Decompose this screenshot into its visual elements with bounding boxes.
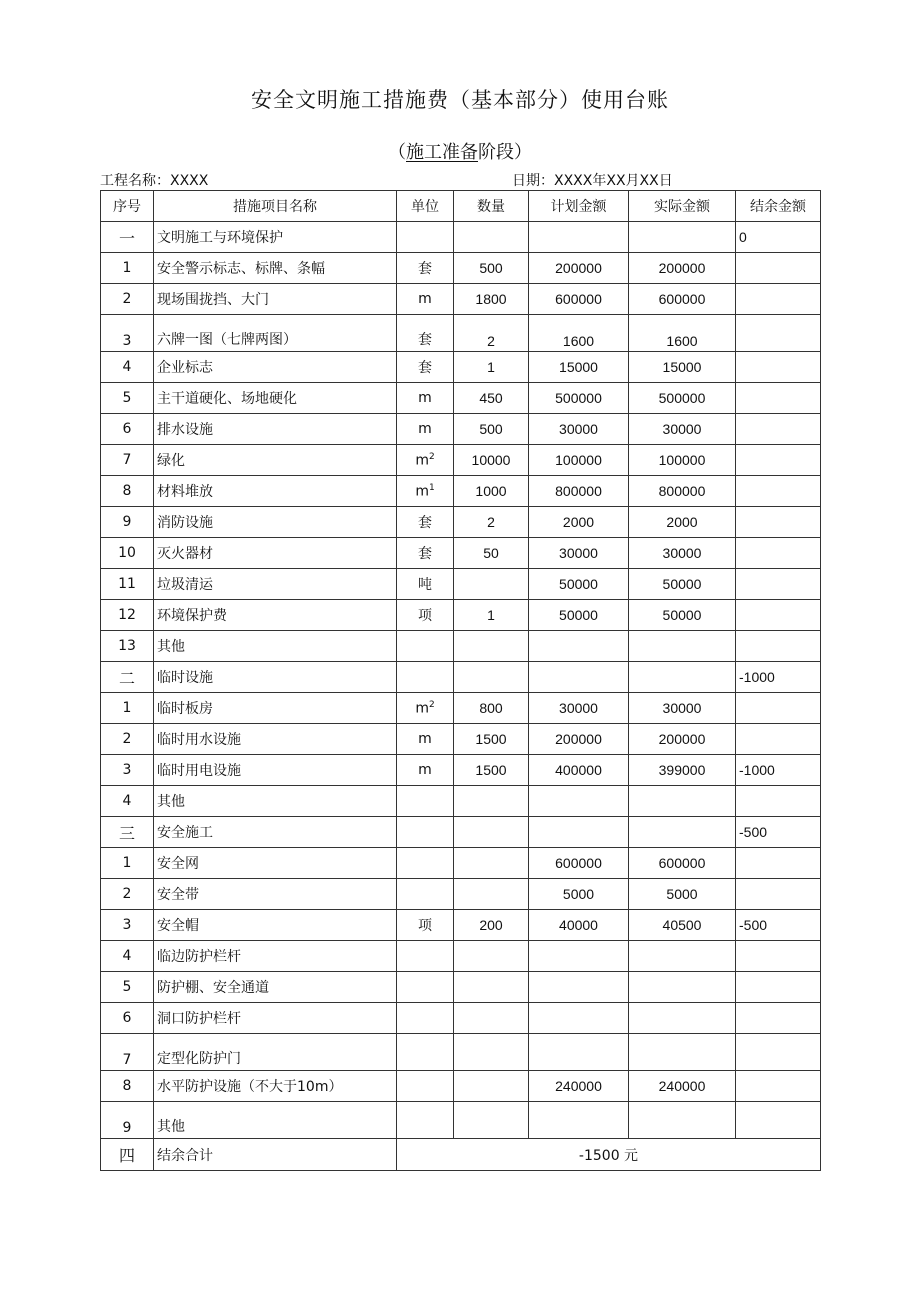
row-plan-amount: 30000 xyxy=(529,693,629,724)
row-balance: -500 xyxy=(736,817,821,848)
row-item-name: 定型化防护门 xyxy=(154,1034,397,1071)
row-unit xyxy=(397,315,454,352)
table-row xyxy=(101,445,821,476)
row-unit xyxy=(397,253,454,284)
row-no: 5 xyxy=(101,972,154,1003)
table-row xyxy=(101,600,821,631)
row-unit xyxy=(397,445,454,476)
row-qty: 1000 xyxy=(454,476,529,507)
stage-name: 施工准备 xyxy=(406,142,478,163)
row-no: 4 xyxy=(101,352,154,383)
row-actual-amount: 50000 xyxy=(629,569,736,600)
row-plan-amount: 600000 xyxy=(529,284,629,315)
row-no: 9 xyxy=(101,507,154,538)
row-no: 一 xyxy=(101,222,154,253)
row-actual-amount xyxy=(629,786,736,817)
row-plan-amount: 200000 xyxy=(529,724,629,755)
row-plan-amount xyxy=(529,941,629,972)
row-actual-amount: 200000 xyxy=(629,253,736,284)
row-item-name: 临时用水设施 xyxy=(154,724,397,755)
row-no: 12 xyxy=(101,600,154,631)
row-no: 7 xyxy=(101,445,154,476)
row-no: 7 xyxy=(101,1034,154,1071)
row-actual-amount xyxy=(629,1034,736,1071)
row-item-name: 消防设施 xyxy=(154,507,397,538)
row-qty: 1800 xyxy=(454,284,529,315)
table-row xyxy=(101,1102,821,1139)
row-plan-amount: 50000 xyxy=(529,600,629,631)
row-balance xyxy=(736,445,821,476)
row-item-name: 水平防护设施（不大于10m） xyxy=(154,1071,397,1102)
row-unit xyxy=(397,569,454,600)
row-actual-amount: 100000 xyxy=(629,445,736,476)
row-no: 1 xyxy=(101,848,154,879)
row-no: 4 xyxy=(101,941,154,972)
row-item-name: 临边防护栏杆 xyxy=(154,941,397,972)
row-no: 2 xyxy=(101,284,154,315)
row-plan-amount: 2000 xyxy=(529,507,629,538)
row-plan-amount: 600000 xyxy=(529,848,629,879)
table-row xyxy=(101,569,821,600)
row-qty: 2 xyxy=(454,507,529,538)
row-item-name: 安全施工 xyxy=(154,817,397,848)
row-qty: 200 xyxy=(454,910,529,941)
row-no: 5 xyxy=(101,383,154,414)
header-unit: 单位 xyxy=(397,191,454,222)
row-balance xyxy=(736,1071,821,1102)
row-balance xyxy=(736,284,821,315)
row-qty: 450 xyxy=(454,383,529,414)
table-row xyxy=(101,786,821,817)
section-row xyxy=(101,662,821,693)
row-unit xyxy=(397,662,454,693)
unit-superscript: 1 xyxy=(428,482,435,493)
row-unit xyxy=(397,1034,454,1071)
total-value: -1500 元 xyxy=(397,1139,821,1171)
row-unit xyxy=(397,1102,454,1139)
unit-text: m xyxy=(418,421,432,437)
table-row xyxy=(101,693,821,724)
table-row xyxy=(101,724,821,755)
row-no: 10 xyxy=(101,538,154,569)
row-item-name: 安全帽 xyxy=(154,910,397,941)
row-unit xyxy=(397,600,454,631)
table-row xyxy=(101,414,821,445)
row-actual-amount: 2000 xyxy=(629,507,736,538)
row-qty xyxy=(454,879,529,910)
unit-superscript: 2 xyxy=(428,451,435,462)
row-plan-amount: 100000 xyxy=(529,445,629,476)
row-balance xyxy=(736,383,821,414)
unit-text: m xyxy=(415,700,429,717)
row-balance xyxy=(736,786,821,817)
row-qty xyxy=(454,569,529,600)
row-item-name: 安全警示标志、标牌、条幅 xyxy=(154,253,397,284)
unit-text: 套 xyxy=(418,360,432,376)
total-no: 四 xyxy=(101,1139,154,1171)
row-item-name: 其他 xyxy=(154,786,397,817)
table-row xyxy=(101,1071,821,1102)
row-no: 二 xyxy=(101,662,154,693)
row-no: 3 xyxy=(101,755,154,786)
header-no: 序号 xyxy=(101,191,154,222)
table-row xyxy=(101,755,821,786)
row-qty: 800 xyxy=(454,693,529,724)
row-actual-amount: 40500 xyxy=(629,910,736,941)
page-title: 安全文明施工措施费（基本部分）使用台账 xyxy=(251,88,669,112)
row-plan-amount: 40000 xyxy=(529,910,629,941)
row-plan-amount: 240000 xyxy=(529,1071,629,1102)
table-row xyxy=(101,972,821,1003)
row-actual-amount: 30000 xyxy=(629,538,736,569)
table-row xyxy=(101,910,821,941)
row-balance: -1000 xyxy=(736,755,821,786)
row-plan-amount xyxy=(529,972,629,1003)
row-balance xyxy=(736,1034,821,1071)
section-row xyxy=(101,222,821,253)
row-item-name: 临时板房 xyxy=(154,693,397,724)
row-no: 11 xyxy=(101,569,154,600)
row-no: 3 xyxy=(101,315,154,352)
row-qty xyxy=(454,848,529,879)
row-item-name: 主干道硬化、场地硬化 xyxy=(154,383,397,414)
row-actual-amount: 500000 xyxy=(629,383,736,414)
row-no: 6 xyxy=(101,1003,154,1034)
row-unit xyxy=(397,817,454,848)
row-qty: 1500 xyxy=(454,755,529,786)
row-plan-amount: 400000 xyxy=(529,755,629,786)
row-no: 三 xyxy=(101,817,154,848)
row-item-name: 其他 xyxy=(154,631,397,662)
table-row xyxy=(101,284,821,315)
row-item-name: 文明施工与环境保护 xyxy=(154,222,397,253)
project-name: 工程名称：XXXX xyxy=(100,173,209,189)
row-item-name: 安全带 xyxy=(154,879,397,910)
row-actual-amount xyxy=(629,631,736,662)
row-actual-amount: 800000 xyxy=(629,476,736,507)
header-balance: 结余金额 xyxy=(736,191,821,222)
row-unit xyxy=(397,414,454,445)
row-item-name: 临时设施 xyxy=(154,662,397,693)
row-actual-amount: 50000 xyxy=(629,600,736,631)
row-no: 8 xyxy=(101,476,154,507)
row-balance xyxy=(736,253,821,284)
row-qty: 2 xyxy=(454,315,529,352)
row-item-name: 洞口防护栏杆 xyxy=(154,1003,397,1034)
row-plan-amount: 800000 xyxy=(529,476,629,507)
row-balance xyxy=(736,414,821,445)
row-qty: 1 xyxy=(454,352,529,383)
row-plan-amount: 1600 xyxy=(529,315,629,352)
row-qty: 500 xyxy=(454,414,529,445)
row-balance xyxy=(736,569,821,600)
row-item-name: 六牌一图（七牌两图） xyxy=(154,315,397,352)
row-unit xyxy=(397,848,454,879)
unit-text: 项 xyxy=(418,918,432,934)
row-no: 6 xyxy=(101,414,154,445)
row-qty xyxy=(454,1034,529,1071)
row-qty xyxy=(454,222,529,253)
row-unit xyxy=(397,1003,454,1034)
table-row xyxy=(101,941,821,972)
row-no: 1 xyxy=(101,253,154,284)
row-balance: -500 xyxy=(736,910,821,941)
row-qty xyxy=(454,1071,529,1102)
row-balance: -1000 xyxy=(736,662,821,693)
unit-text: 吨 xyxy=(418,577,432,593)
row-actual-amount: 200000 xyxy=(629,724,736,755)
row-actual-amount: 5000 xyxy=(629,879,736,910)
row-balance xyxy=(736,941,821,972)
row-plan-amount xyxy=(529,1102,629,1139)
row-no: 2 xyxy=(101,879,154,910)
row-unit xyxy=(397,724,454,755)
unit-text: 套 xyxy=(418,515,432,531)
row-item-name: 垃圾清运 xyxy=(154,569,397,600)
header-row xyxy=(101,191,821,222)
row-item-name: 环境保护费 xyxy=(154,600,397,631)
header-plan: 计划金额 xyxy=(529,191,629,222)
table-row xyxy=(101,538,821,569)
unit-text: m xyxy=(418,762,432,778)
row-actual-amount: 30000 xyxy=(629,414,736,445)
row-balance xyxy=(736,848,821,879)
row-item-name: 排水设施 xyxy=(154,414,397,445)
table-row xyxy=(101,879,821,910)
total-label: 结余合计 xyxy=(154,1139,397,1171)
row-item-name: 灭火器材 xyxy=(154,538,397,569)
table-row xyxy=(101,1034,821,1071)
row-plan-amount xyxy=(529,1034,629,1071)
row-no: 9 xyxy=(101,1102,154,1139)
row-qty xyxy=(454,786,529,817)
row-plan-amount: 500000 xyxy=(529,383,629,414)
row-unit xyxy=(397,284,454,315)
unit-text: 项 xyxy=(418,608,432,624)
row-balance xyxy=(736,476,821,507)
table-row xyxy=(101,352,821,383)
section-row xyxy=(101,817,821,848)
row-qty: 500 xyxy=(454,253,529,284)
table-row xyxy=(101,507,821,538)
row-balance xyxy=(736,1102,821,1139)
row-item-name: 绿化 xyxy=(154,445,397,476)
row-qty xyxy=(454,1102,529,1139)
row-plan-amount: 15000 xyxy=(529,352,629,383)
unit-text: m xyxy=(418,390,432,406)
row-actual-amount: 1600 xyxy=(629,315,736,352)
row-unit xyxy=(397,972,454,1003)
total-row xyxy=(101,1139,821,1171)
row-unit xyxy=(397,383,454,414)
row-qty xyxy=(454,972,529,1003)
row-unit xyxy=(397,755,454,786)
stage-subtitle xyxy=(0,138,920,164)
row-balance xyxy=(736,538,821,569)
row-item-name: 现场围拢挡、大门 xyxy=(154,284,397,315)
table-row xyxy=(101,315,821,352)
row-actual-amount xyxy=(629,1102,736,1139)
row-qty xyxy=(454,1003,529,1034)
row-actual-amount: 240000 xyxy=(629,1071,736,1102)
row-balance xyxy=(736,352,821,383)
row-balance xyxy=(736,724,821,755)
row-balance xyxy=(736,972,821,1003)
table-row xyxy=(101,631,821,662)
row-actual-amount xyxy=(629,662,736,693)
row-unit xyxy=(397,631,454,662)
row-plan-amount xyxy=(529,662,629,693)
header-actual: 实际金额 xyxy=(629,191,736,222)
row-no: 13 xyxy=(101,631,154,662)
row-plan-amount xyxy=(529,786,629,817)
row-unit xyxy=(397,879,454,910)
row-no: 1 xyxy=(101,693,154,724)
row-plan-amount xyxy=(529,222,629,253)
row-unit xyxy=(397,941,454,972)
row-qty: 50 xyxy=(454,538,529,569)
row-balance xyxy=(736,1003,821,1034)
header-name: 措施项目名称 xyxy=(154,191,397,222)
row-actual-amount xyxy=(629,941,736,972)
row-unit xyxy=(397,693,454,724)
row-actual-amount: 15000 xyxy=(629,352,736,383)
row-item-name: 防护棚、安全通道 xyxy=(154,972,397,1003)
table-row xyxy=(101,476,821,507)
unit-superscript: 2 xyxy=(428,699,435,710)
row-unit xyxy=(397,352,454,383)
row-actual-amount xyxy=(629,972,736,1003)
row-balance xyxy=(736,315,821,352)
unit-text: m xyxy=(418,731,432,747)
row-item-name: 材料堆放 xyxy=(154,476,397,507)
row-plan-amount: 50000 xyxy=(529,569,629,600)
row-qty: 10000 xyxy=(454,445,529,476)
row-balance xyxy=(736,507,821,538)
row-balance: 0 xyxy=(736,222,821,253)
row-actual-amount xyxy=(629,1003,736,1034)
row-unit xyxy=(397,222,454,253)
stage-open: （ xyxy=(388,142,406,163)
unit-text: 套 xyxy=(418,261,432,277)
row-no: 2 xyxy=(101,724,154,755)
unit-text: 套 xyxy=(418,332,432,348)
row-actual-amount: 600000 xyxy=(629,284,736,315)
row-balance xyxy=(736,693,821,724)
table-row xyxy=(101,848,821,879)
ledger-body xyxy=(101,222,821,1139)
row-actual-amount xyxy=(629,222,736,253)
unit-text: m xyxy=(415,483,429,500)
unit-text: m xyxy=(418,291,432,307)
row-balance xyxy=(736,600,821,631)
row-no: 4 xyxy=(101,786,154,817)
row-item-name: 其他 xyxy=(154,1102,397,1139)
row-unit xyxy=(397,786,454,817)
row-qty xyxy=(454,817,529,848)
row-no: 8 xyxy=(101,1071,154,1102)
ledger-date: 日期：XXXX年XX月XX日 xyxy=(512,173,673,189)
row-plan-amount: 30000 xyxy=(529,414,629,445)
table-row xyxy=(101,1003,821,1034)
row-actual-amount: 600000 xyxy=(629,848,736,879)
stage-suffix: 阶段） xyxy=(478,142,532,163)
row-plan-amount: 200000 xyxy=(529,253,629,284)
row-qty xyxy=(454,631,529,662)
row-qty: 1500 xyxy=(454,724,529,755)
ledger-table xyxy=(100,190,821,1171)
row-actual-amount: 399000 xyxy=(629,755,736,786)
row-qty xyxy=(454,941,529,972)
header-qty: 数量 xyxy=(454,191,529,222)
row-qty: 1 xyxy=(454,600,529,631)
table-row xyxy=(101,383,821,414)
table-row xyxy=(101,253,821,284)
unit-text: m xyxy=(415,452,429,469)
row-unit xyxy=(397,910,454,941)
row-plan-amount: 30000 xyxy=(529,538,629,569)
row-item-name: 临时用电设施 xyxy=(154,755,397,786)
row-plan-amount: 5000 xyxy=(529,879,629,910)
row-actual-amount xyxy=(629,817,736,848)
row-plan-amount xyxy=(529,817,629,848)
row-unit xyxy=(397,1071,454,1102)
unit-text: 套 xyxy=(418,546,432,562)
row-item-name: 安全网 xyxy=(154,848,397,879)
row-actual-amount: 30000 xyxy=(629,693,736,724)
row-unit xyxy=(397,538,454,569)
row-balance xyxy=(736,631,821,662)
row-unit xyxy=(397,476,454,507)
row-qty xyxy=(454,662,529,693)
row-plan-amount xyxy=(529,631,629,662)
row-no: 3 xyxy=(101,910,154,941)
row-balance xyxy=(736,879,821,910)
row-item-name: 企业标志 xyxy=(154,352,397,383)
row-plan-amount xyxy=(529,1003,629,1034)
row-unit xyxy=(397,507,454,538)
